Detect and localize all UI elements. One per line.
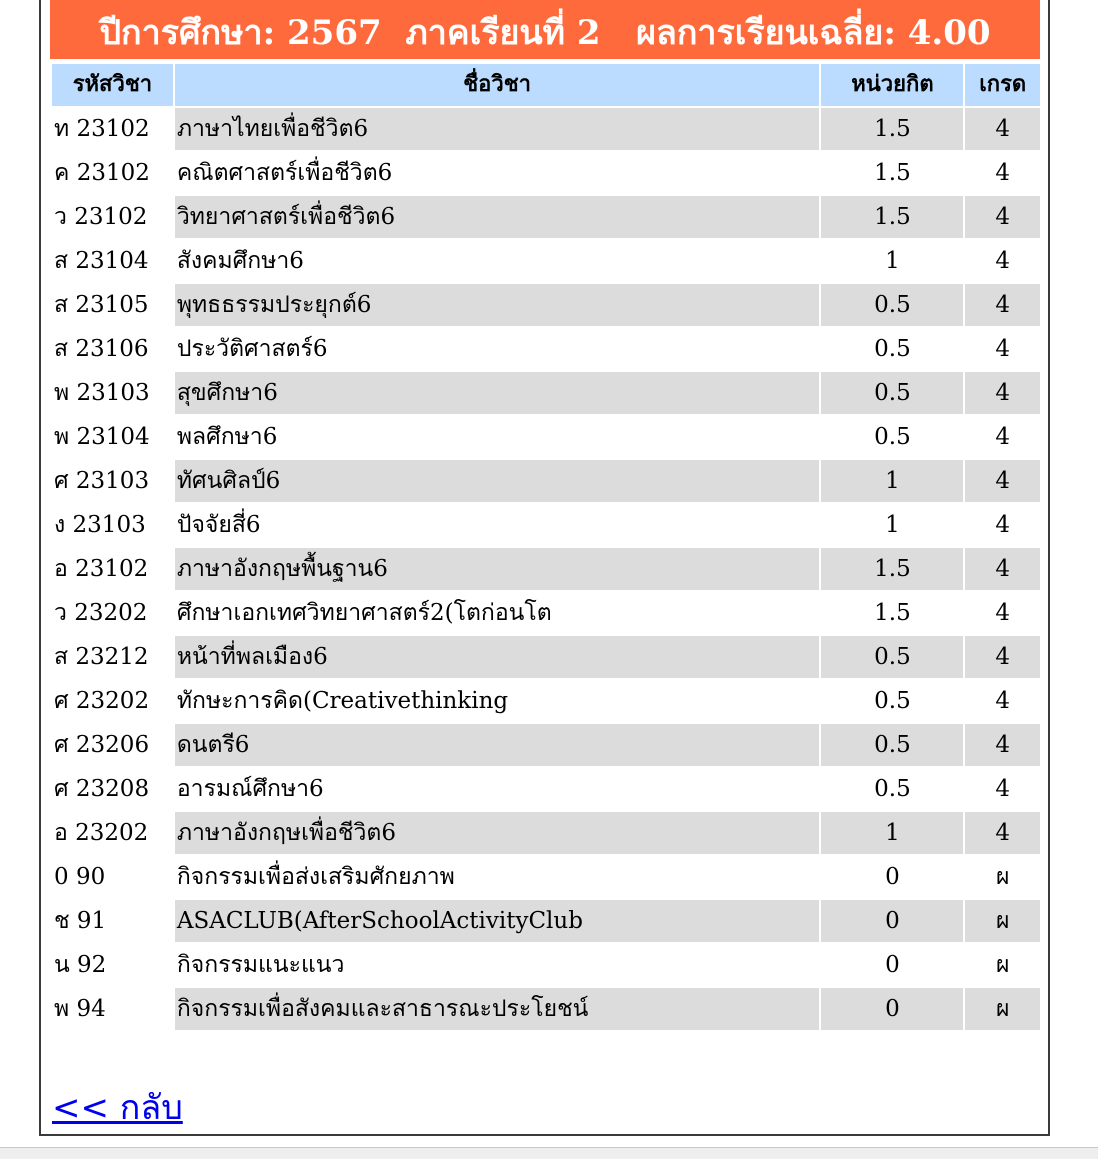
course-name-cell: ปัจจัยสี่6 [175,504,820,546]
title-spacer [601,13,637,53]
course-code-cell: ช 91 [52,900,173,942]
grades-table [50,62,1042,1032]
credit-cell: 0.5 [821,284,963,326]
credit-cell: 0 [821,988,963,1030]
course-code-cell: พ 23104 [52,416,173,458]
course-name-cell: ภาษาอังกฤษเพื่อชีวิต6 [175,812,820,854]
credit-cell: 1 [821,504,963,546]
course-code-cell: ศ 23202 [52,680,173,722]
table-row [52,196,1040,238]
course-name-cell: สุขศึกษา6 [175,372,820,414]
grade-cell: 4 [965,812,1040,854]
table-row [52,680,1040,722]
table-row [52,636,1040,678]
table-row [52,328,1040,370]
course-name-cell: คณิตศาสตร์เพื่อชีวิต6 [175,152,820,194]
credit-cell: 1 [821,460,963,502]
credit-cell: 0.5 [821,372,963,414]
course-name-cell: ทัศนศิลป์6 [175,460,820,502]
grade-cell: 4 [965,196,1040,238]
table-row [52,240,1040,282]
semester-label: ภาคเรียนที่ 2 [405,13,601,53]
grade-cell: 4 [965,152,1040,194]
course-code-cell: ว 23102 [52,196,173,238]
grade-cell: ผ [965,856,1040,898]
table-row [52,856,1040,898]
table-row [52,372,1040,414]
grade-cell: 4 [965,504,1040,546]
page-bottom-edge [0,1147,1098,1159]
course-name-cell: กิจกรรมเพื่อสังคมและสาธารณะประโยชน์ [175,988,820,1030]
course-name-cell: กิจกรรมเพื่อส่งเสริมศักยภาพ [175,856,820,898]
course-name-cell: ASACLUB(AfterSchoolActivityClub [175,900,820,942]
course-name-cell: พุทธธรรมประยุกต์6 [175,284,820,326]
grade-cell: 4 [965,328,1040,370]
grade-cell: 4 [965,240,1040,282]
credit-cell: 0.5 [821,636,963,678]
academic-year-label: ปีการศึกษา: 2567 [99,13,382,53]
course-name-cell: วิทยาศาสตร์เพื่อชีวิต6 [175,196,820,238]
semester-title-bar [50,0,1040,59]
credit-cell: 1 [821,812,963,854]
gpa-label: ผลการเรียนเฉลี่ย: 4.00 [636,13,991,53]
credit-cell: 0.5 [821,416,963,458]
course-code-cell: ท 23102 [52,108,173,150]
column-header-grade: เกรด [965,64,1040,106]
credit-cell: 1.5 [821,152,963,194]
grade-cell: 4 [965,284,1040,326]
credit-cell: 0.5 [821,680,963,722]
course-code-cell: ส 23105 [52,284,173,326]
course-code-cell: ศ 23208 [52,768,173,810]
course-code-cell: ว 23202 [52,592,173,634]
table-row [52,284,1040,326]
course-code-cell: น 92 [52,944,173,986]
course-code-cell: อ 23202 [52,812,173,854]
course-name-cell: ทักษะการคิด(Creativethinking [175,680,820,722]
grade-cell: ผ [965,900,1040,942]
grade-cell: 4 [965,460,1040,502]
back-link[interactable]: << กลับ [52,1088,183,1128]
table-row [52,768,1040,810]
grade-cell: ผ [965,944,1040,986]
course-name-cell: ประวัติศาสตร์6 [175,328,820,370]
course-code-cell: ง 23103 [52,504,173,546]
grades-table-body [52,108,1040,1030]
credit-cell: 0.5 [821,724,963,766]
credit-cell: 0 [821,900,963,942]
grade-cell: 4 [965,416,1040,458]
grade-cell: 4 [965,768,1040,810]
course-name-cell: ภาษาอังกฤษพื้นฐาน6 [175,548,820,590]
credit-cell: 1.5 [821,548,963,590]
column-header-credit: หน่วยกิต [821,64,963,106]
table-header-row [52,64,1040,106]
course-code-cell: ส 23212 [52,636,173,678]
credit-cell: 0 [821,856,963,898]
table-row [52,724,1040,766]
course-name-cell: หน้าที่พลเมือง6 [175,636,820,678]
course-name-cell: กิจกรรมแนะแนว [175,944,820,986]
table-row [52,944,1040,986]
grade-cell: 4 [965,636,1040,678]
course-name-cell: อารมณ์ศึกษา6 [175,768,820,810]
grade-cell: 4 [965,680,1040,722]
grade-cell: ผ [965,988,1040,1030]
credit-cell: 1 [821,240,963,282]
course-name-cell: ภาษาไทยเพื่อชีวิต6 [175,108,820,150]
course-code-cell: ค 23102 [52,152,173,194]
title-spacer [382,13,406,53]
table-row [52,504,1040,546]
credit-cell: 0.5 [821,328,963,370]
course-code-cell: อ 23102 [52,548,173,590]
credit-cell: 1.5 [821,108,963,150]
credit-cell: 0 [821,944,963,986]
course-code-cell: ส 23106 [52,328,173,370]
course-code-cell: ศ 23103 [52,460,173,502]
table-row [52,548,1040,590]
course-code-cell: พ 94 [52,988,173,1030]
grade-cell: 4 [965,592,1040,634]
table-row [52,900,1040,942]
grade-cell: 4 [965,724,1040,766]
credit-cell: 1.5 [821,196,963,238]
column-header-name: ชื่อวิชา [175,64,820,106]
table-row [52,988,1040,1030]
credit-cell: 0.5 [821,768,963,810]
credit-cell: 1.5 [821,592,963,634]
table-row [52,152,1040,194]
course-code-cell: ส 23104 [52,240,173,282]
table-row [52,108,1040,150]
table-row [52,460,1040,502]
column-header-code: รหัสวิชา [52,64,173,106]
grade-cell: 4 [965,108,1040,150]
course-code-cell: 0 90 [52,856,173,898]
course-code-cell: ศ 23206 [52,724,173,766]
course-name-cell: สังคมศึกษา6 [175,240,820,282]
course-name-cell: ดนตรี6 [175,724,820,766]
grade-cell: 4 [965,548,1040,590]
table-row [52,812,1040,854]
course-name-cell: พลศึกษา6 [175,416,820,458]
grade-cell: 4 [965,372,1040,414]
course-code-cell: พ 23103 [52,372,173,414]
course-name-cell: ศึกษาเอกเทศวิทยาศาสตร์2(โตก่อนโต [175,592,820,634]
table-row [52,416,1040,458]
table-row [52,592,1040,634]
